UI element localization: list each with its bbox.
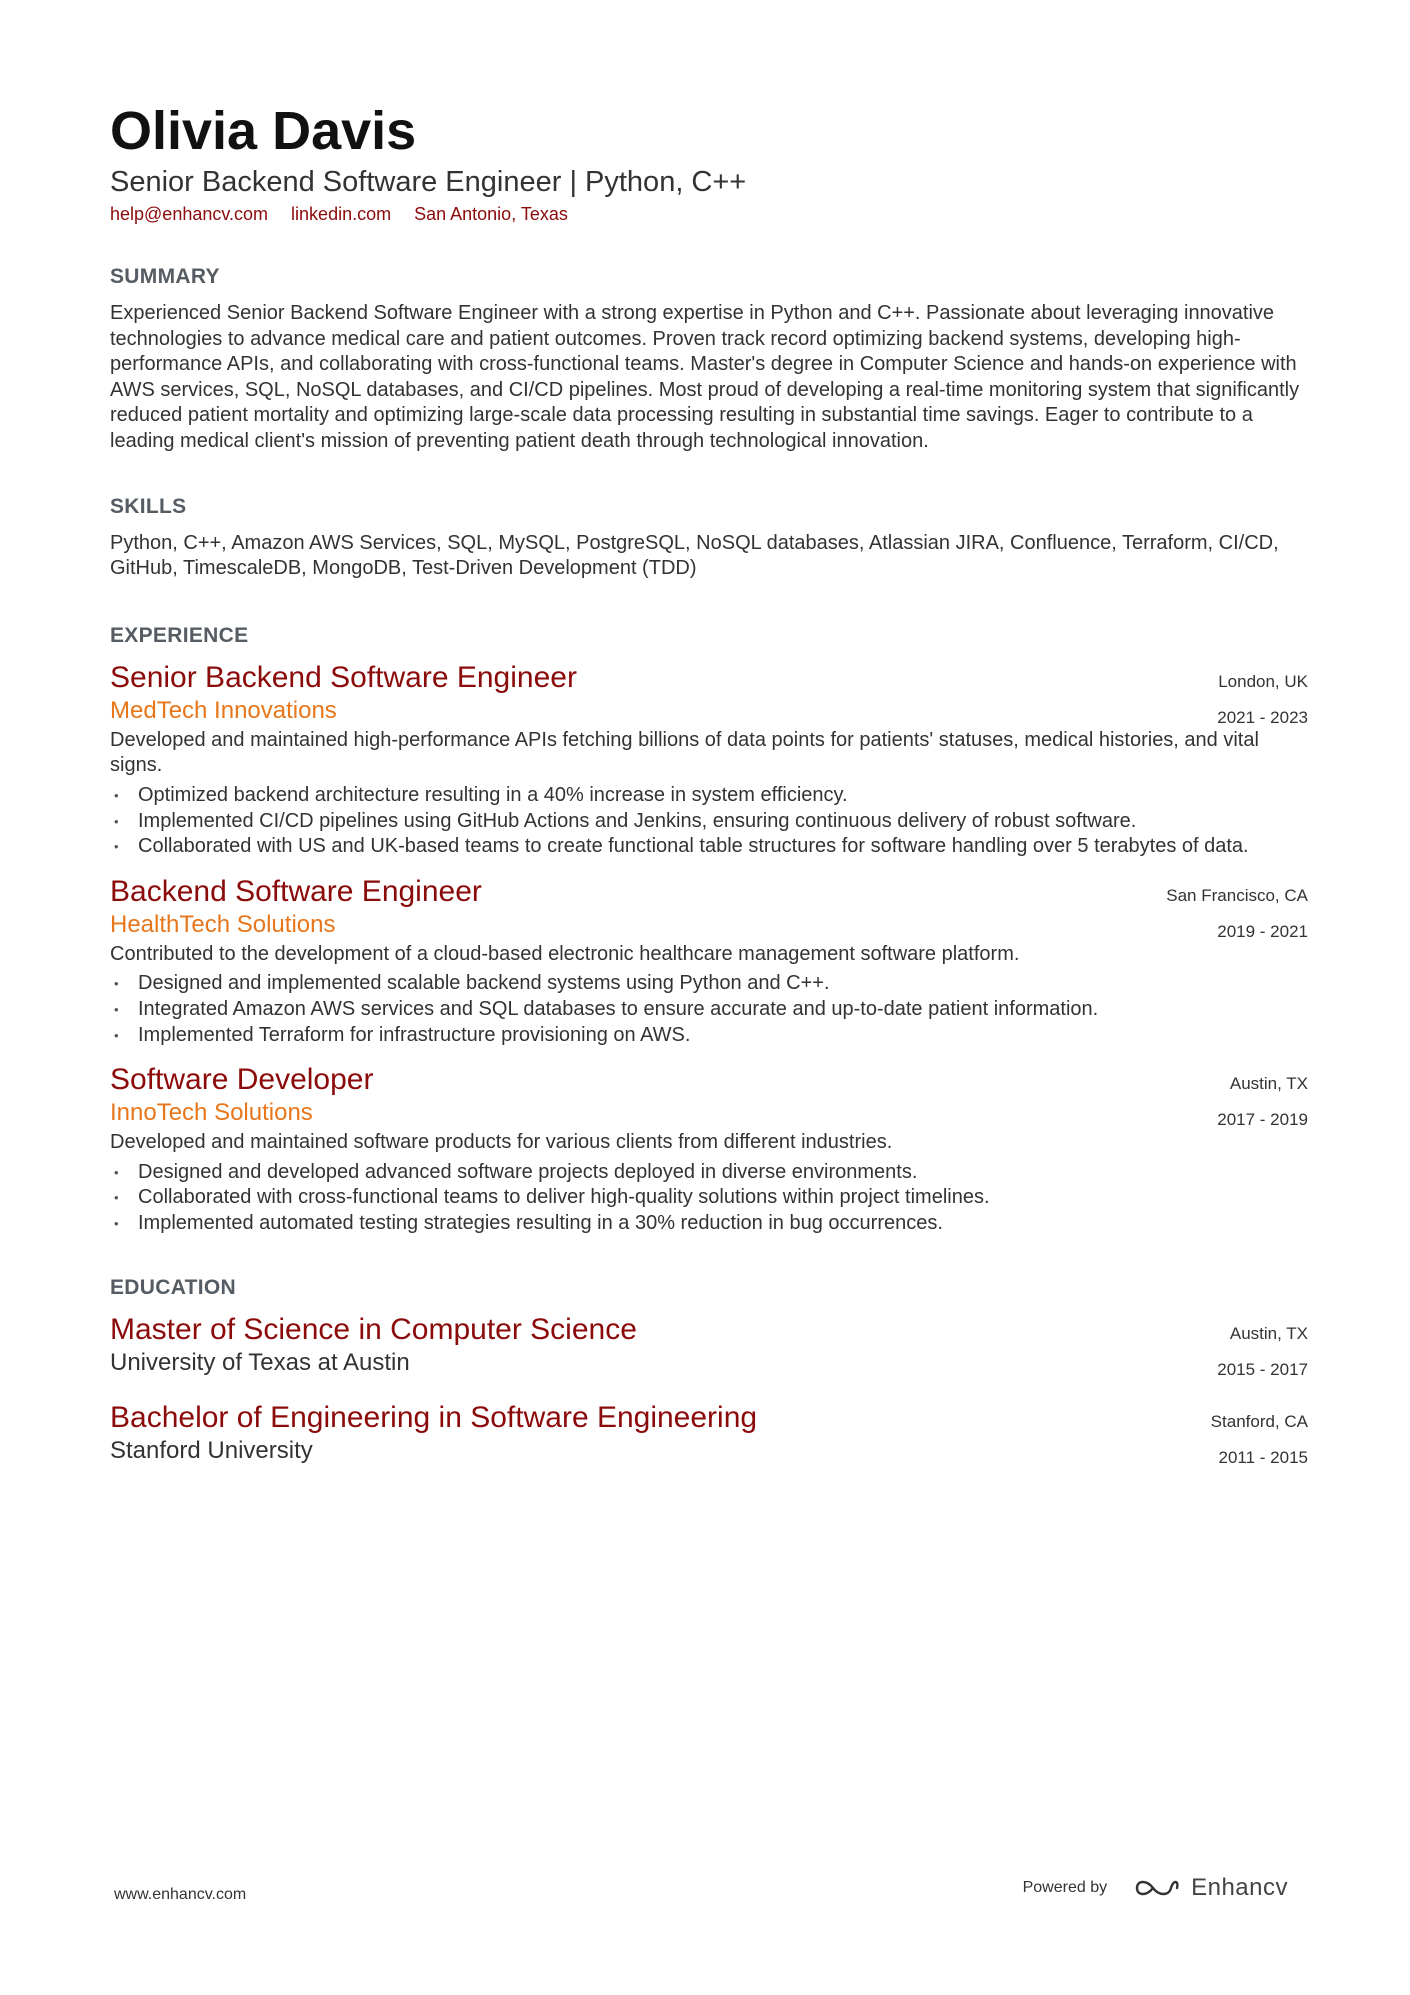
summary-heading: SUMMARY (110, 265, 220, 288)
job-meta (1217, 664, 1308, 736)
job-location: Austin, TX (1229, 1074, 1308, 1094)
job-location: San Francisco, CA (1166, 885, 1308, 905)
bullet-item: • Designed and developed advanced software projects deployed in diverse environments. (110, 1160, 1308, 1186)
bullet-item: • Collaborated with US and UK-based teams to create functional table structures for software handling over 5 terabytes of data. (110, 834, 1308, 860)
bullet-item: • Implemented CI/CD pipelines using GitHub Actions and Jenkins, ensuring continuous delivery of robust software. (110, 809, 1308, 835)
bullet-item: • Integrated Amazon AWS services and SQL databases to ensure accurate and up-to-date patient information. (110, 997, 1308, 1023)
experience-entry (110, 1062, 1308, 1236)
job-meta (1217, 1066, 1308, 1138)
footer-website[interactable]: www.enhancv.com (114, 1886, 247, 1903)
job-title: Senior Backend Software Engineer (110, 660, 577, 694)
job-bullets (110, 971, 1308, 1048)
contact-linkedin[interactable]: linkedin.com (291, 204, 392, 224)
bullet-item: • Collaborated with cross-functional teams to deliver high-quality solutions within project timelines. (110, 1185, 1308, 1211)
contact-email[interactable]: help@enhancv.com (110, 204, 269, 224)
bullet-item: • Designed and implemented scalable backend systems using Python and C++. (110, 971, 1308, 997)
experience-entry (110, 660, 1308, 860)
job-dates: 2019 - 2021 (1217, 921, 1308, 941)
job-description: Developed and maintained software products for various clients from different industries. (110, 1131, 893, 1154)
powered-by-label: Powered by (1022, 1879, 1108, 1896)
education-entry (110, 1312, 1308, 1378)
education-dates: 2015 - 2017 (1217, 1360, 1308, 1380)
job-bullets (110, 783, 1308, 860)
company-name: MedTech Innovations (110, 696, 337, 724)
job-meta (1166, 878, 1308, 950)
education-heading: EDUCATION (110, 1276, 236, 1300)
experience-entry (110, 874, 1308, 1048)
job-dates: 2017 - 2019 (1217, 1110, 1308, 1130)
company-name: HealthTech Solutions (110, 910, 336, 938)
degree-title: Master of Science in Computer Science (110, 1313, 637, 1347)
bullet-item: • Implemented automated testing strategies resulting in a 30% reduction in bug occurrences. (110, 1211, 1308, 1237)
job-dates: 2021 - 2023 (1217, 707, 1308, 727)
headline: Senior Backend Software Engineer | Python, C++ (110, 166, 747, 198)
job-bullets (110, 1160, 1308, 1237)
footer-branding (1023, 1874, 1288, 1902)
job-title: Software Developer (110, 1063, 374, 1097)
job-description: Developed and maintained high-performance APIs fetching billions of data points for patients' statuses, medical histories, and vital signs. (110, 728, 1259, 777)
contact-line (110, 204, 1308, 225)
school-name: Stanford University (110, 1437, 313, 1465)
resume-page (110, 100, 1308, 1466)
education-meta (1217, 1316, 1308, 1388)
education-meta (1211, 1404, 1308, 1476)
brand-name[interactable]: Enhancv (1191, 1874, 1288, 1901)
education-location: Austin, TX (1229, 1324, 1308, 1344)
education-entry (110, 1400, 1308, 1466)
job-description: Contributed to the development of a cloud-based electronic healthcare management software platform. (110, 942, 1020, 965)
education-location: Stanford, CA (1210, 1412, 1308, 1432)
skills-heading: SKILLS (110, 494, 187, 518)
bullet-item: • Implemented Terraform for infrastructure provisioning on AWS. (110, 1023, 1308, 1049)
contact-location: San Antonio, Texas (414, 204, 568, 224)
bullet-item: • Optimized backend architecture resulting in a 40% increase in system efficiency. (110, 783, 1308, 809)
company-name: InnoTech Solutions (110, 1099, 313, 1127)
school-name: University of Texas at Austin (110, 1349, 410, 1377)
degree-title: Bachelor of Engineering in Software Engineering (110, 1401, 758, 1435)
candidate-name: Olivia Davis (110, 101, 417, 161)
experience-heading: EXPERIENCE (110, 623, 249, 647)
education-dates: 2011 - 2015 (1218, 1448, 1308, 1468)
summary-text: Experienced Senior Backend Software Engineer with a strong expertise in Python and C++. Passionate about leveraging innovative technologies to advance medical care and patient outcomes. Proven track record optimizing backend systems, developing high-performance APIs, and collaborating with cross-functional teams. Master's degree in Computer Science and hands-on experience with AWS services, SQL, NoSQL databases, and CI/CD pipelines. Most proud of developing a real-time monitoring system that significantly reduced patient mortality and optimizing large-scale data processing resulting in substantial time savings. Eager to contribute to a leading medical client's mission of preventing patient death through technological innovation. (110, 302, 1300, 452)
job-title: Backend Software Engineer (110, 874, 482, 908)
enhancv-logo-icon (1133, 1874, 1181, 1902)
job-location: London, UK (1218, 671, 1308, 691)
skills-text: Python, C++, Amazon AWS Services, SQL, MySQL, PostgreSQL, NoSQL databases, Atlassian JIRA, Confluence, Terraform, CI/CD, GitHub, TimescaleDB, MongoDB, Test-Driven Development (TDD) (110, 531, 1279, 580)
